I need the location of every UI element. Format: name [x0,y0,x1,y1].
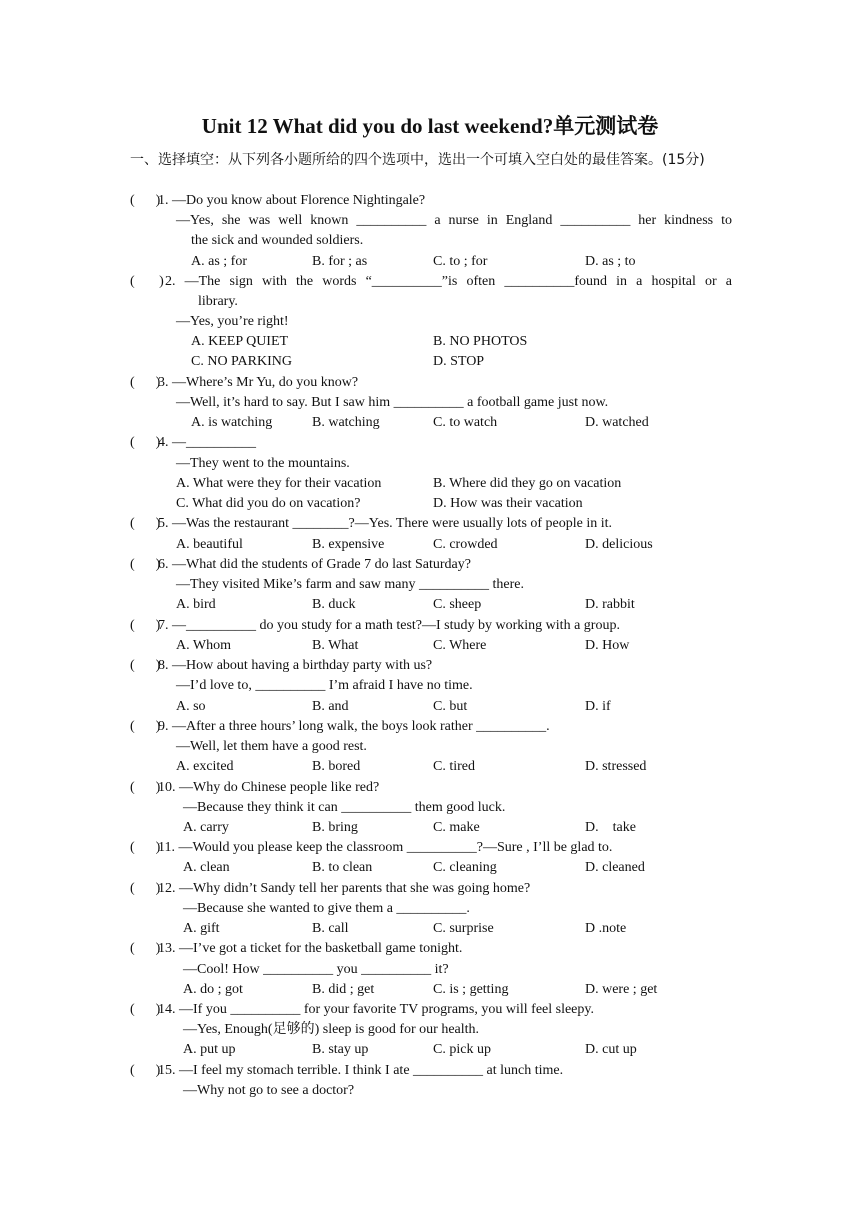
question-8-option-c: C. but [433,699,468,714]
question-10-option-a: A. carry [183,820,229,835]
question-1-option-b: B. for ; as [312,254,368,269]
question-10-option-d: D. take [585,820,636,835]
answer-bracket[interactable]: ( ) [130,840,161,855]
answer-bracket[interactable]: ( ) [130,881,161,896]
question-14-response: —Yes, Enough(足够的) sleep is good for our health. [183,1022,480,1037]
question-4-response: —They went to the mountains. [176,456,350,471]
question-11-prompt: 11. —Would you please keep the classroom __________?—Sure , I’ll be glad to. [158,840,613,855]
question-5-option-c: C. crowded [433,537,498,552]
question-7-option-b: B. What [312,638,359,653]
answer-bracket[interactable]: ( ) [130,658,161,673]
question-15-prompt: 15. —I feel my stomach terrible. I think I ate __________ at lunch time. [158,1063,564,1078]
question-9-option-b: B. bored [312,759,361,774]
question-9-option-c: C. tired [433,759,475,774]
question-11-option-a: A. clean [183,860,230,875]
question-2-option-a: A. KEEP QUIET [191,334,289,349]
question-4-option-b: B. Where did they go on vacation [433,476,622,491]
question-7-option-c: C. Where [433,638,487,653]
question-13-prompt: 13. —I’ve got a ticket for the basketball game tonight. [158,941,463,956]
question-13-option-c: C. is ; getting [433,982,509,997]
question-14-prompt: 14. —If you __________ for your favorite TV programs, you will feel sleepy. [158,1002,594,1017]
question-2-option-d: D. STOP [433,354,485,369]
question-8-option-d: D. if [585,699,611,714]
question-11-option-c: C. cleaning [433,860,497,875]
question-1-prompt: 1. —Do you know about Florence Nightingale? [158,193,426,208]
question-14-option-c: C. pick up [433,1042,491,1057]
question-2-option-c: C. NO PARKING [191,354,293,369]
question-2-prompt: 2. —The sign with the words “__________”is often __________found in a hospital or a [165,274,732,289]
question-3-option-d: D. watched [585,415,649,430]
question-1-option-a: A. as ; for [191,254,247,269]
answer-bracket[interactable]: ( ) [130,941,161,956]
question-3-option-a: A. is watching [191,415,273,430]
question-4-option-a: A. What were they for their vacation [176,476,382,491]
answer-bracket[interactable]: ( ) [130,274,164,289]
question-10-option-c: C. make [433,820,480,835]
question-7-prompt: 7. —__________ do you study for a math test?—I study by working with a group. [158,618,620,633]
question-13-option-d: D. were ; get [585,982,658,997]
answer-bracket[interactable]: ( ) [130,375,161,390]
page-title: Unit 12 What did you do last weekend?单元测试卷 [201,114,659,138]
question-10-prompt: 10. —Why do Chinese people like red? [158,780,380,795]
answer-bracket[interactable]: ( ) [130,193,161,208]
question-6-prompt: 6. —What did the students of Grade 7 do last Saturday? [158,557,471,572]
question-13-response: —Cool! How __________ you __________ it? [183,962,449,977]
question-10-option-b: B. bring [312,820,358,835]
question-1-response: —Yes, she was well known __________ a nurse in England __________ her kindness to [176,213,732,228]
question-14-option-d: D. cut up [585,1042,637,1057]
question-12-option-a: A. gift [183,921,220,936]
question-11-option-d: D. cleaned [585,860,645,875]
question-4-option-c: C. What did you do on vacation? [176,496,361,511]
question-10-response: —Because they think it can __________ them good luck. [183,800,506,815]
answer-bracket[interactable]: ( ) [130,618,161,633]
question-14-option-a: A. put up [183,1042,236,1057]
question-1-response-cont: the sick and wounded soldiers. [191,233,364,248]
question-5-option-a: A. beautiful [176,537,243,552]
question-3-prompt: 3. —Where’s Mr Yu, do you know? [158,375,359,390]
question-1-option-c: C. to ; for [433,254,488,269]
question-6-response: —They visited Mike’s farm and saw many __________ there. [176,577,524,592]
question-2-prompt-cont: library. [198,294,238,309]
question-6-option-c: C. sheep [433,597,482,612]
question-7-option-d: D. How [585,638,630,653]
question-12-response: —Because she wanted to give them a __________. [183,901,470,916]
question-7-option-a: A. Whom [176,638,231,653]
question-9-prompt: 9. —After a three hours’ long walk, the boys look rather __________. [158,719,550,734]
answer-bracket[interactable]: ( ) [130,516,161,531]
question-3-response: —Well, it’s hard to say. But I saw him __________ a football game just now. [176,395,609,410]
answer-bracket[interactable]: ( ) [130,1002,161,1017]
question-4-prompt: 4. —__________ [158,435,256,450]
question-8-option-a: A. so [176,699,206,714]
question-9-option-a: A. excited [176,759,234,774]
answer-bracket[interactable]: ( ) [130,557,161,572]
question-2-response: —Yes, you’re right! [176,314,289,329]
question-14-option-b: B. stay up [312,1042,369,1057]
question-9-option-d: D. stressed [585,759,647,774]
question-4-option-d: D. How was their vacation [433,496,583,511]
answer-bracket[interactable]: ( ) [130,1063,161,1078]
question-1-option-d: D. as ; to [585,254,636,269]
question-12-prompt: 12. —Why didn’t Sandy tell her parents that she was going home? [158,881,531,896]
question-13-option-a: A. do ; got [183,982,243,997]
question-11-option-b: B. to clean [312,860,373,875]
question-3-option-b: B. watching [312,415,380,430]
section-instructions: 一、选择填空：从下列各小题所给的四个选项中，选出一个可填入空白处的最佳答案。(15分) [130,152,705,168]
question-12-option-c: C. surprise [433,921,494,936]
question-6-option-a: A. bird [176,597,216,612]
answer-bracket[interactable]: ( ) [130,780,161,795]
question-5-option-b: B. expensive [312,537,385,552]
question-3-option-c: C. to watch [433,415,498,430]
question-5-option-d: D. delicious [585,537,653,552]
question-9-response: —Well, let them have a good rest. [176,739,367,754]
answer-bracket[interactable]: ( ) [130,435,161,450]
question-12-option-d: D .note [585,921,627,936]
question-12-option-b: B. call [312,921,349,936]
question-2-option-b: B. NO PHOTOS [433,334,528,349]
question-5-prompt: 5. —Was the restaurant ________?—Yes. There were usually lots of people in it. [158,516,613,531]
question-6-option-b: B. duck [312,597,356,612]
question-8-prompt: 8. —How about having a birthday party with us? [158,658,433,673]
question-8-option-b: B. and [312,699,349,714]
question-6-option-d: D. rabbit [585,597,635,612]
question-8-response: —I’d love to, __________ I’m afraid I have no time. [176,678,473,693]
question-15-response: —Why not go to see a doctor? [183,1083,355,1098]
answer-bracket[interactable]: ( ) [130,719,161,734]
question-13-option-b: B. did ; get [312,982,375,997]
